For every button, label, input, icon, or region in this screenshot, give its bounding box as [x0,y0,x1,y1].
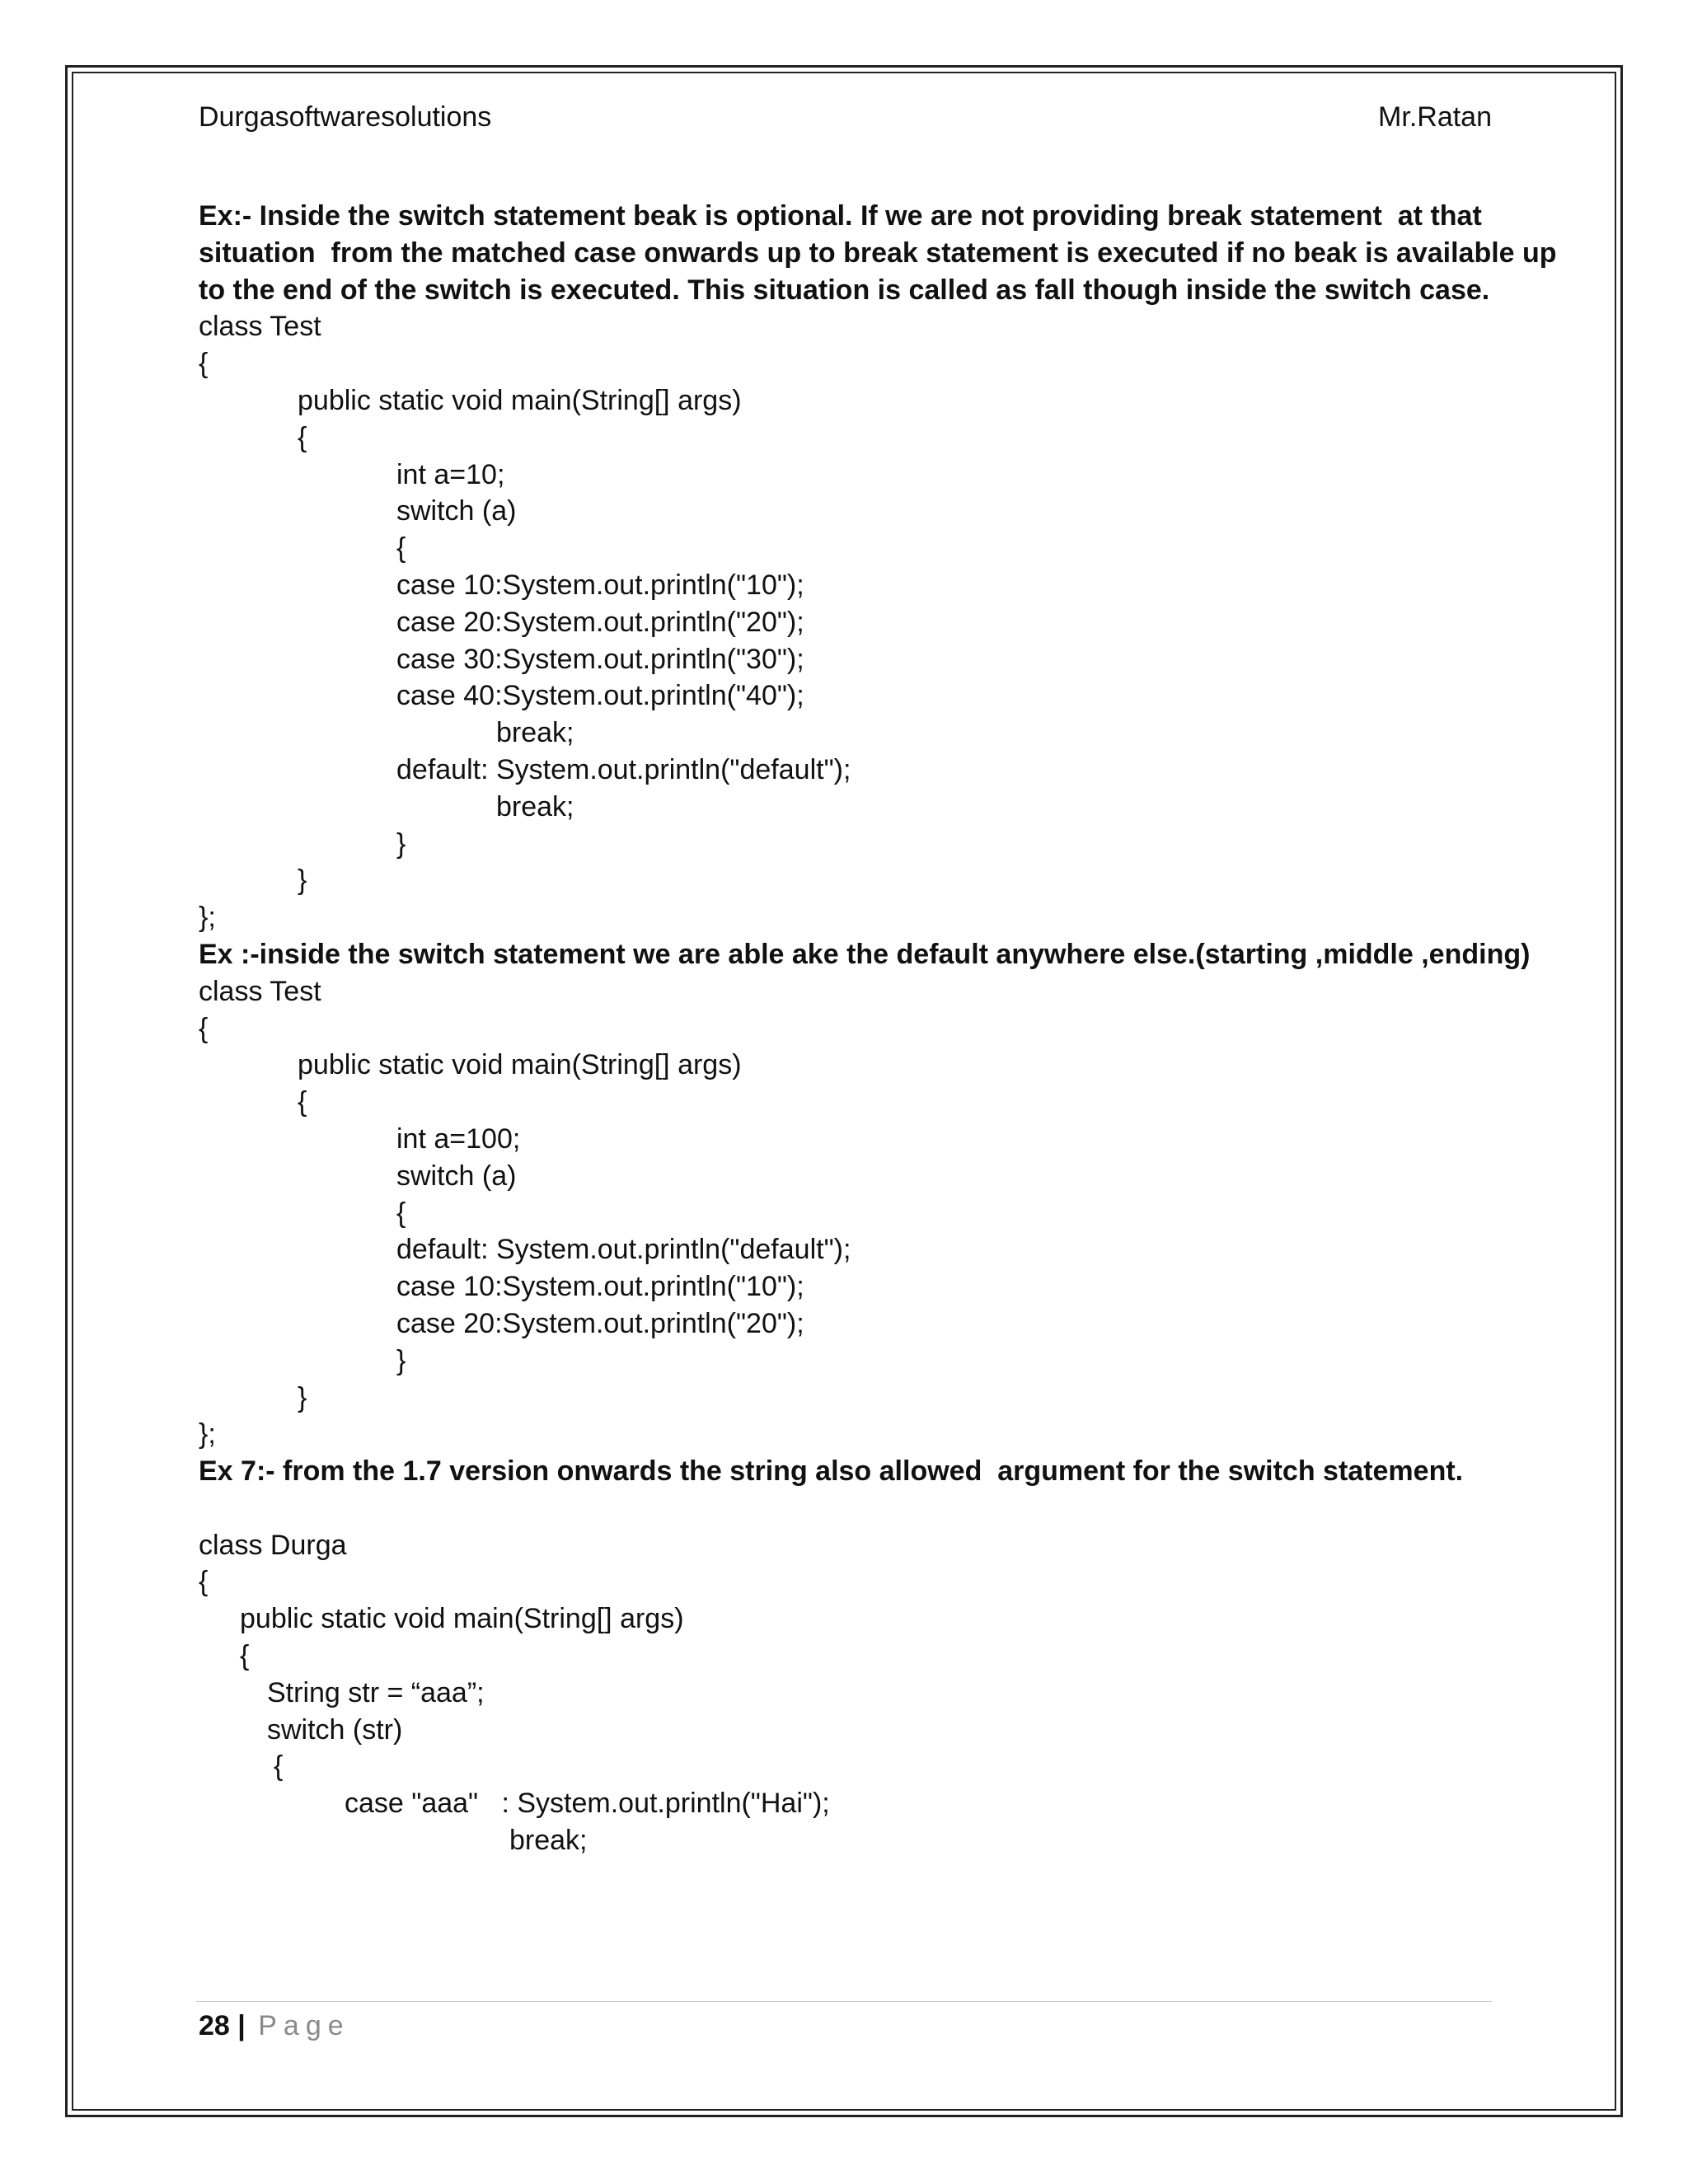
header-company: Durgasoftwaresolutions [199,101,492,133]
code-line: case 10:System.out.println("10"); [396,569,804,601]
ex1-note-line: to the end of the switch is executed. This situation is called as fall though inside the switch case. [199,274,1490,306]
ex2-code-block [199,973,1489,1453]
code-line: switch (a) [396,1160,517,1192]
code-line: { [274,1750,284,1783]
ex3-note: Ex 7:- from the 1.7 version onwards the string also allowed argument for the switch statement. [199,1455,1464,1488]
ex2-note: Ex :-inside the switch statement we are able ake the default anywhere else.(starting ,middle ,ending) [199,938,1531,970]
code-line: int a=100; [396,1122,521,1155]
code-line: case 20:System.out.println("20"); [396,606,804,638]
ex1-code-block [199,308,1489,936]
ex3-code-block [199,1527,1489,1859]
code-line: { [298,1086,307,1118]
ex1-note-line: situation from the matched case onwards up to break statement is executed if no beak is available up [199,237,1557,269]
code-line: default: System.out.println("default"); [396,1234,851,1266]
code-line: break; [509,1825,588,1857]
code-line: case 20:System.out.println("20"); [396,1307,804,1339]
code-line: { [240,1640,250,1672]
code-line: class Test [199,311,321,343]
code-line: class Test [199,975,321,1007]
page-content [199,198,1557,1859]
page-footer [199,2008,350,2044]
code-line: break; [496,717,574,749]
code-line: case "aaa" : System.out.println("Hai"); [345,1788,830,1820]
code-line: { [298,421,307,453]
code-line: case 30:System.out.println("30"); [396,643,804,675]
code-line: }; [199,1418,216,1451]
code-line: } [396,1344,406,1376]
code-line: { [396,1197,406,1229]
code-line: default: System.out.println("default"); [396,753,851,785]
code-line: }; [199,902,216,934]
ex1-note-line: Ex:- Inside the switch statement beak is optional. If we are not providing break statement at that [199,200,1482,232]
code-line: public static void main(String[] args) [298,1049,742,1081]
code-line: { [396,532,406,565]
code-line: case 40:System.out.println("40"); [396,680,804,712]
page-number: 28 [199,2010,230,2041]
footer-divider [196,2001,1492,2002]
code-line: class Durga [199,1529,347,1561]
code-line: } [298,1381,307,1413]
code-line: { [199,1566,209,1598]
code-line: String str = “aaa”; [267,1676,485,1708]
code-line: int a=10; [396,458,505,490]
page-separator: | [237,2010,246,2041]
header-author: Mr.Ratan [1378,101,1492,133]
code-line: switch (a) [396,495,517,527]
code-line: } [396,827,406,860]
code-line: { [199,348,209,380]
code-line: } [298,865,307,897]
code-line: switch (str) [267,1713,403,1746]
code-line: { [199,1012,209,1044]
code-line: public static void main(String[] args) [298,384,742,416]
code-line: break; [496,790,574,823]
code-line: public static void main(String[] args) [240,1603,684,1635]
blank-line [199,1490,1489,1527]
page-label: Page [258,2010,350,2041]
code-line: case 10:System.out.println("10"); [396,1271,804,1303]
